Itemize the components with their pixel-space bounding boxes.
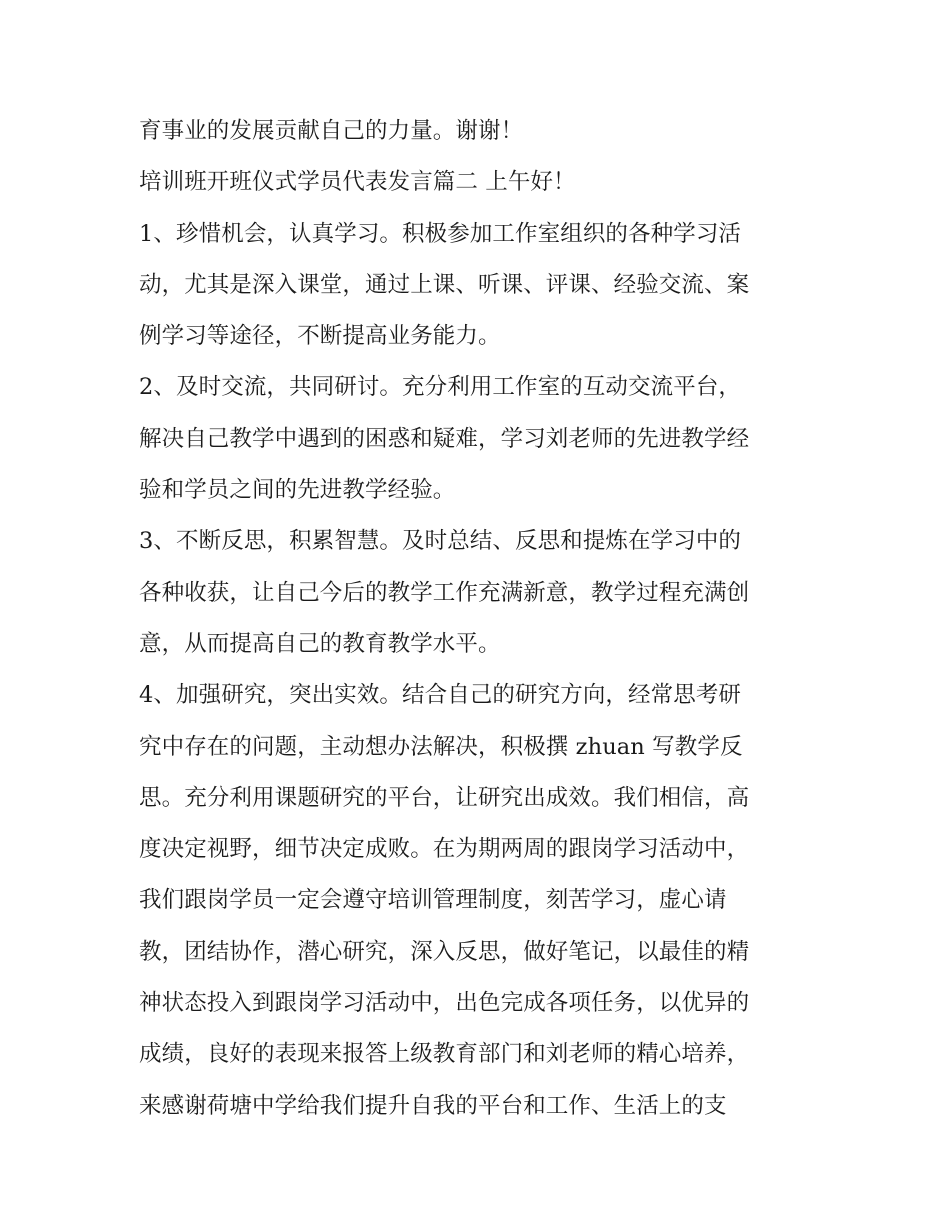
text-line: 教，团结协作，潜心研究，深入反思，做好笔记，以最佳的精 xyxy=(139,938,750,965)
text-line: 1、珍惜机会，认真学习。积极参加工作室组织的各种学习活 xyxy=(139,220,742,247)
text-line: 培训班开班仪式学员代表发言篇二 上午好！ xyxy=(139,169,576,196)
text-line: 2、及时交流，共同研讨。充分利用工作室的互动交流平台， xyxy=(139,374,742,401)
text-line: 验和学员之间的先进教学经验。 xyxy=(139,477,456,504)
text-line: 我们跟岗学员一定会遵守培训管理制度，刻苦学习，虚心请 xyxy=(139,887,727,914)
text-line: 思。充分利用课题研究的平台，让研究出成效。我们相信，高 xyxy=(139,784,750,811)
text-line: 例学习等途径，不断提高业务能力。 xyxy=(139,323,501,350)
document-body xyxy=(139,109,829,1135)
text-line: 解决自己教学中遇到的困惑和疑难，学习刘老师的先进教学经 xyxy=(139,425,750,452)
text-line: 来感谢荷塘中学给我们提升自我的平台和工作、生活上的支 xyxy=(139,1092,727,1119)
text-line: 各种收获，让自己今后的教学工作充满新意，教学过程充满创 xyxy=(139,579,750,606)
text-line: 育事业的发展贡献自己的力量。谢谢！ xyxy=(139,118,524,144)
text-line: 4、加强研究，突出实效。结合自己的研究方向，经常思考研 xyxy=(139,682,742,709)
text-line: 意，从而提高自己的教育教学水平。 xyxy=(139,630,501,657)
text-line: 成绩，良好的表现来报答上级教育部门和刘老师的精心培养， xyxy=(139,1041,750,1068)
text-line: 动，尤其是深入课堂，通过上课、听课、评课、经验交流、案 xyxy=(139,271,750,298)
text-line: 3、不断反思，积累智慧。及时总结、反思和提炼在学习中的 xyxy=(139,528,742,555)
text-line: 究中存在的问题，主动想办法解决，积极撰 zhuan 写教学反 xyxy=(139,733,743,760)
text-line: 神状态投入到跟岗学习活动中，出色完成各项任务，以优异的 xyxy=(139,990,750,1017)
text-line: 度决定视野，细节决定成败。在为期两周的跟岗学习活动中， xyxy=(139,836,750,863)
